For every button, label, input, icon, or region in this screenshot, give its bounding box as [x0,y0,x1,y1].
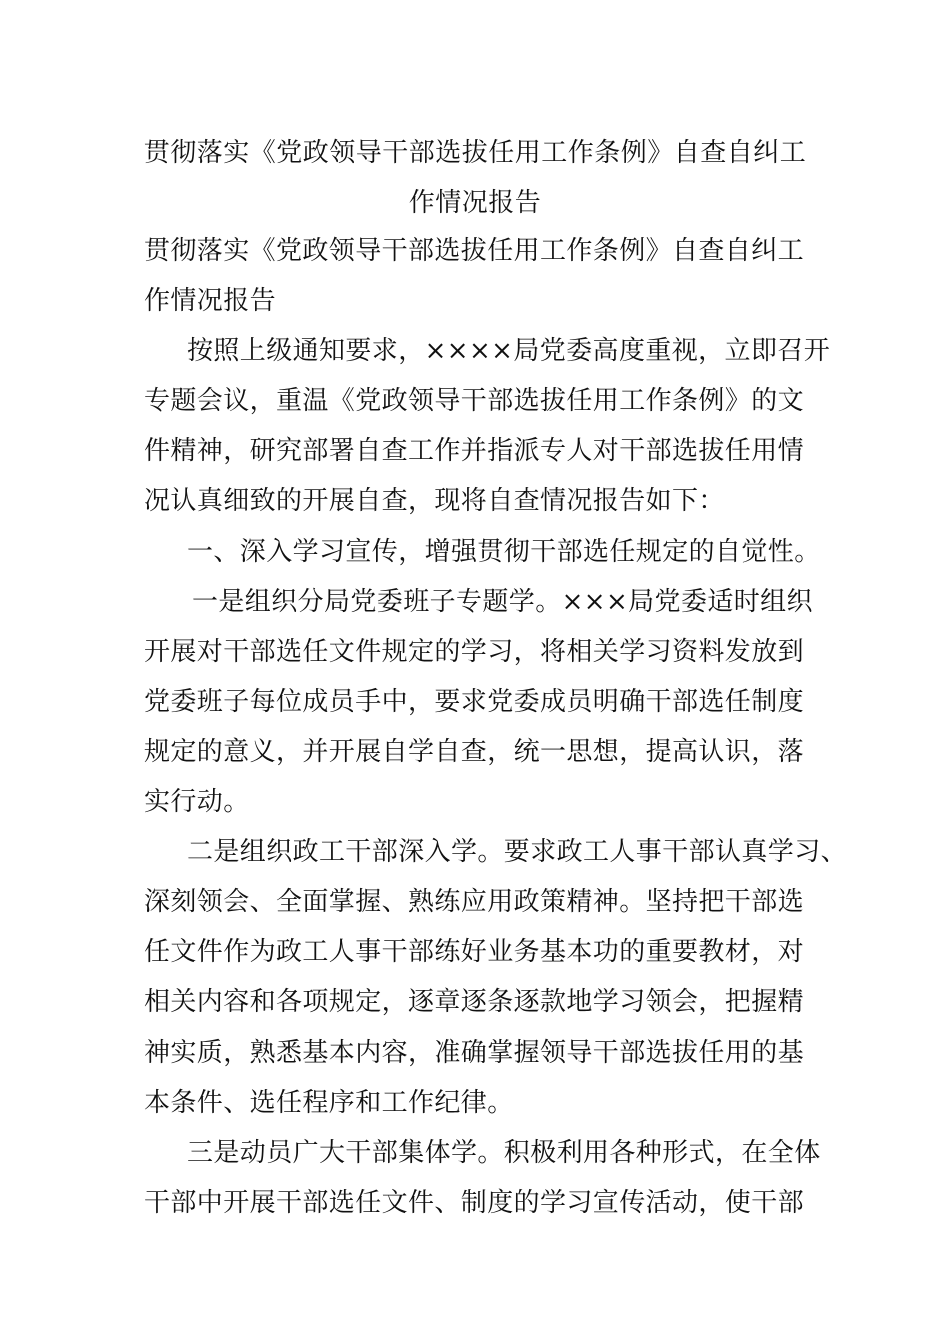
body-line: 本条件、选任程序和工作纪律。 [144,1087,514,1118]
body-line: 相关内容和各项规定，逐章逐条逐款地学习领会，把握精 [144,987,805,1018]
document-body [144,226,848,1228]
body-line: 任文件作为政工人事干部练好业务基本功的重要教材，对 [144,937,805,968]
body-line: 一是组织分局党委班子专题学。×××局党委适时组织 [192,586,813,617]
body-line: 规定的意义，并开展自学自查，统一思想，提高认识，落 [144,736,805,767]
body-line: 况认真细致的开展自查，现将自查情况报告如下： [144,486,725,517]
body-line: 党委班子每位成员手中，要求党委成员明确干部选任制度 [144,686,805,717]
section-heading: 一、深入学习宣传，增强贯彻干部选任规定的自觉性。 [187,536,821,567]
body-line: 贯彻落实《党政领导干部选拔任用工作条例》自查自纠工 [144,236,805,266]
body-line: 深刻领会、全面掌握、熟练应用政策精神。坚持把干部选 [144,887,805,918]
body-line: 神实质，熟悉基本内容，准确掌握领导干部选拔任用的基 [144,1037,805,1068]
body-line: 开展对干部选任文件规定的学习，将相关学习资料发放到 [144,636,805,667]
body-line: 作情况报告 [144,286,277,317]
title-line-1: 贯彻落实《党政领导干部选拔任用工作条例》自查自纠工 [143,138,807,168]
body-line: 件精神，研究部署自查工作并指派专人对干部选拔任用情 [144,436,805,467]
document-title [140,128,810,228]
title-line-2: 作情况报告 [408,188,542,219]
body-line: 按照上级通知要求，××××局党委高度重视，立即召开 [187,336,831,367]
body-line: 干部中开展干部选任文件、制度的学习宣传活动，使干部 [144,1187,805,1218]
body-line: 二是组织政工干部深入学。要求政工人事干部认真学习、 [187,837,848,868]
body-line: 专题会议，重温《党政领导干部选拔任用工作条例》的文 [144,386,805,417]
body-line: 三是动员广大干部集体学。积极利用各种形式，在全体 [187,1137,821,1168]
body-line: 实行动。 [144,787,250,818]
